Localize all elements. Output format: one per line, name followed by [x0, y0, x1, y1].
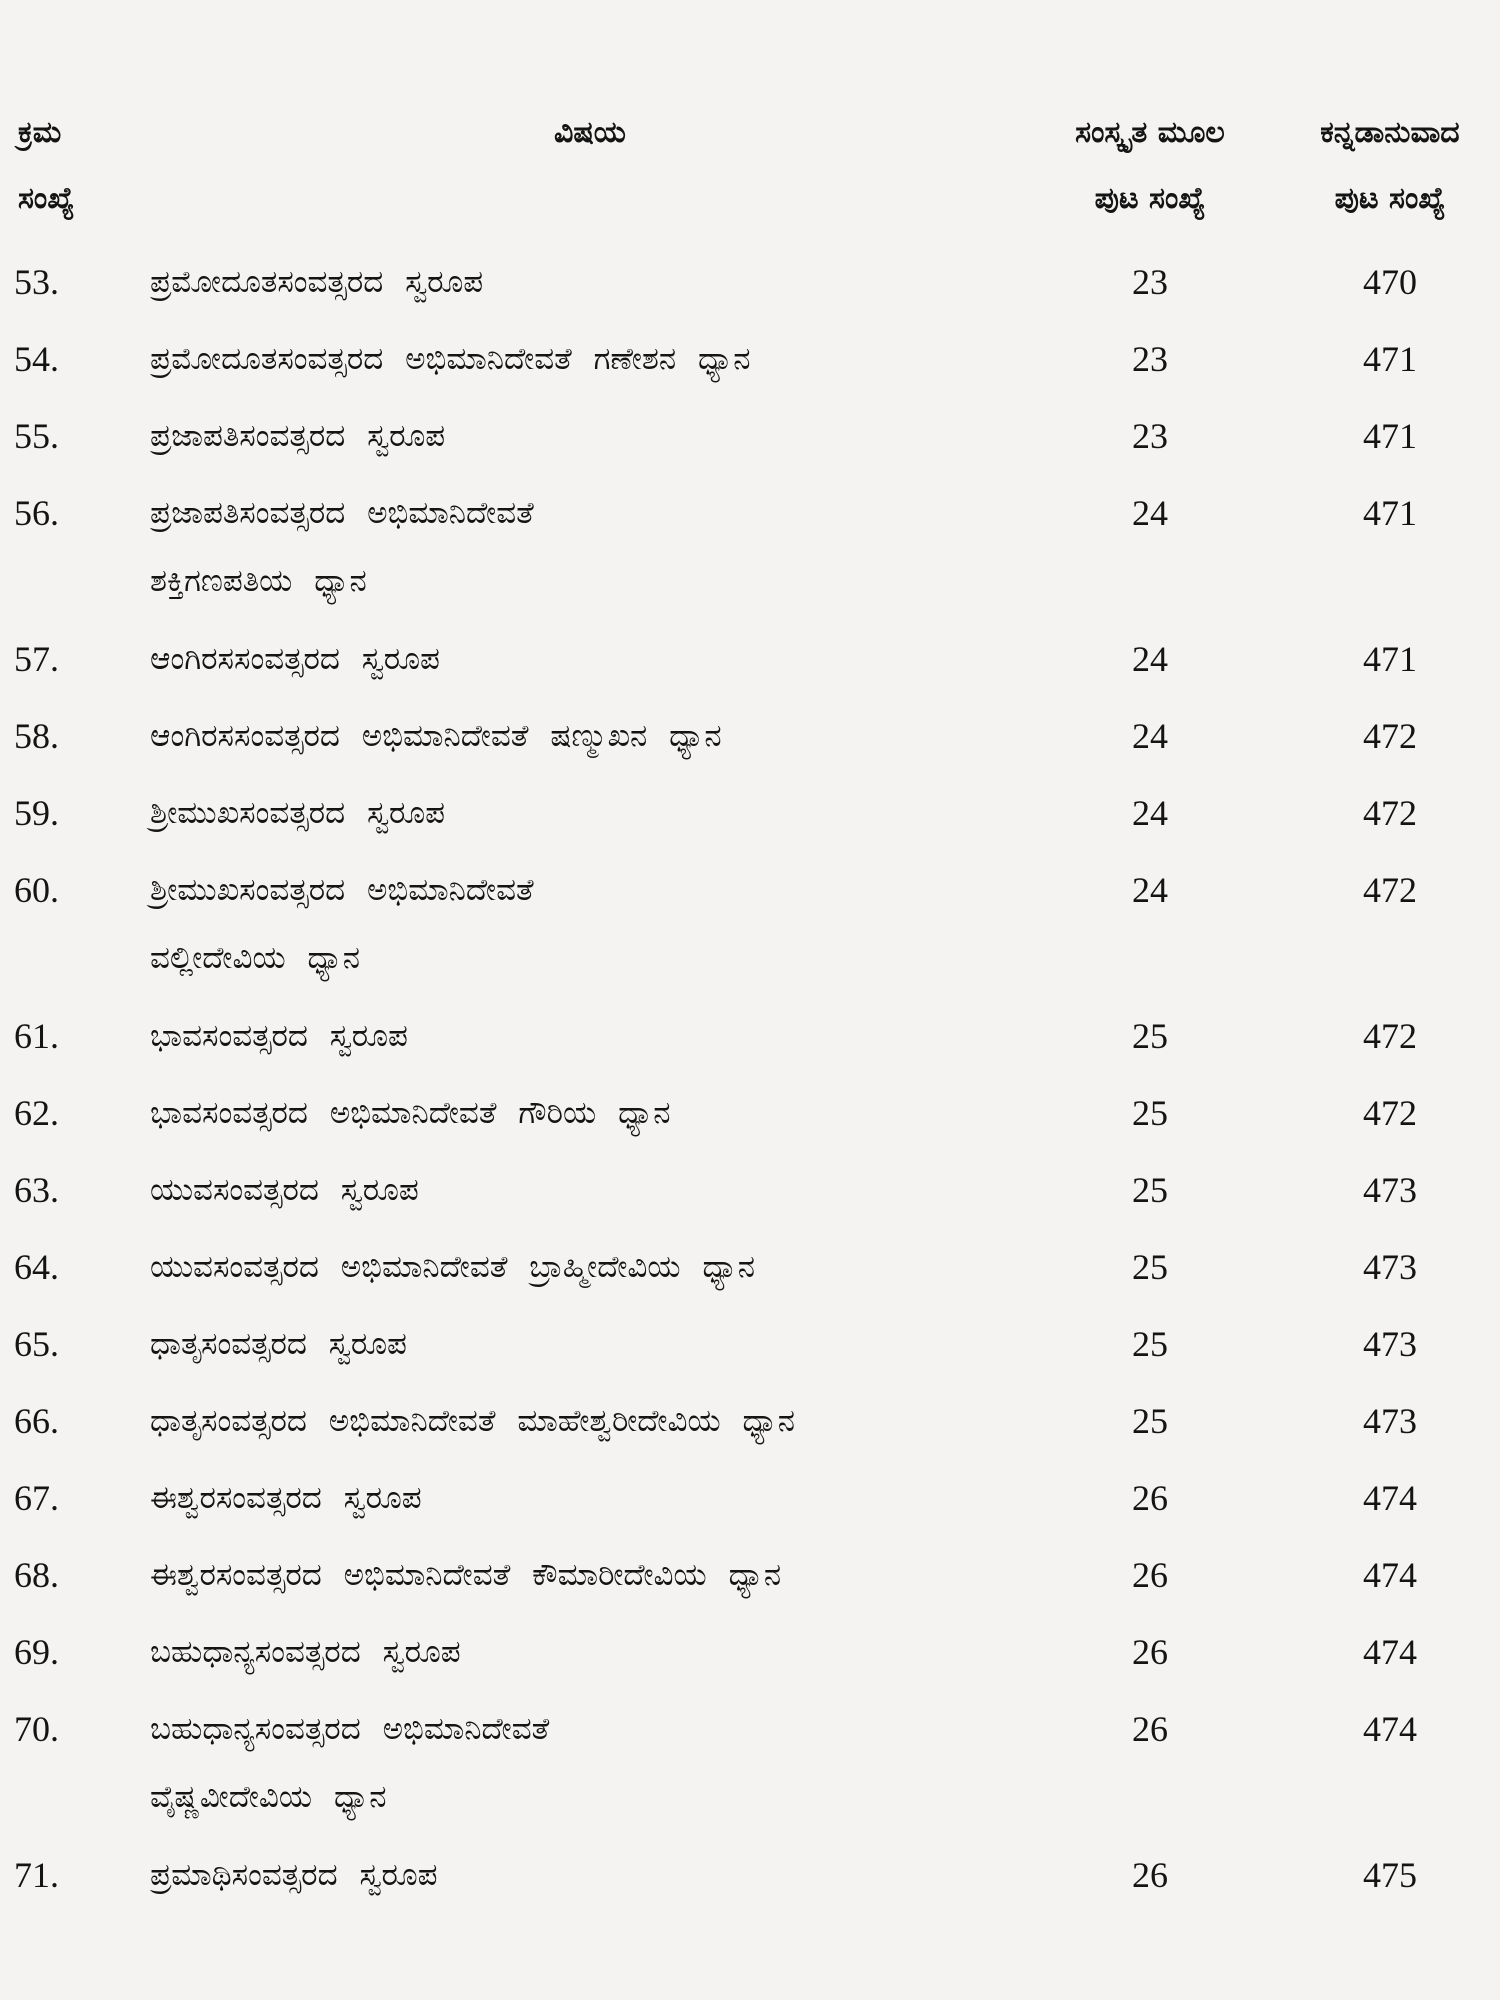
- sanskrit-page: 24: [1132, 870, 1168, 910]
- serial-number: 65.: [14, 1324, 59, 1364]
- table-row: [0, 1310, 1500, 1387]
- kannada-page: 473: [1363, 1324, 1417, 1364]
- kannada-page: 471: [1363, 339, 1417, 379]
- kannada-page: 473: [1363, 1401, 1417, 1441]
- kannada-page: 470: [1363, 262, 1417, 302]
- sanskrit-page: 24: [1132, 639, 1168, 679]
- table-row: [0, 1002, 1500, 1079]
- table-header: [0, 100, 1500, 240]
- subject-text: ಧಾತೃಸಂವತ್ಸರದ ಅಭಿಮಾನಿದೇವತೆ ಮಾಹೇಶ್ವರೀದೇವಿಯ ಧ್ಯಾನ: [150, 1403, 795, 1439]
- serial-number: 62.: [14, 1093, 59, 1133]
- serial-number: 56.: [14, 493, 59, 533]
- sanskrit-page: 25: [1132, 1247, 1168, 1287]
- table-row: [0, 1233, 1500, 1310]
- table-row: [0, 1695, 1500, 1841]
- kannada-page: 474: [1363, 1632, 1417, 1672]
- kannada-page: 473: [1363, 1170, 1417, 1210]
- serial-number: 55.: [14, 416, 59, 456]
- serial-number: 58.: [14, 716, 59, 756]
- table-row: [0, 625, 1500, 702]
- sanskrit-page: 24: [1132, 793, 1168, 833]
- sanskrit-page: 26: [1132, 1709, 1168, 1749]
- sanskrit-page: 26: [1132, 1478, 1168, 1518]
- subject-text: ಯುವಸಂವತ್ಸರದ ಅಭಿಮಾನಿದೇವತೆ ಬ್ರಾಹ್ಮೀದೇವಿಯ ಧ್ಯಾನ: [150, 1249, 755, 1285]
- kannada-page: 472: [1363, 870, 1417, 910]
- table-row: [0, 1079, 1500, 1156]
- kannada-page: 471: [1363, 639, 1417, 679]
- table-row: [0, 1618, 1500, 1695]
- kannada-page: 472: [1363, 1016, 1417, 1056]
- header-serial-line1: ಕ್ರಮ: [18, 115, 62, 150]
- table-body: [0, 248, 1500, 1918]
- header-kannada-line2: ಪುಟ ಸಂಖ್ಯೆ: [1334, 181, 1446, 216]
- table-row: [0, 1464, 1500, 1541]
- kannada-page: 475: [1363, 1855, 1417, 1895]
- sanskrit-page: 26: [1132, 1855, 1168, 1895]
- subject-text: ಪ್ರಮೋದೂತಸಂವತ್ಸರದ ಸ್ವರೂಪ: [150, 264, 484, 300]
- table-row: [0, 248, 1500, 325]
- sanskrit-page: 23: [1132, 416, 1168, 456]
- subject-text: ಈಶ್ವರಸಂವತ್ಸರದ ಸ್ವರೂಪ: [150, 1480, 422, 1516]
- serial-number: 66.: [14, 1401, 59, 1441]
- subject-text: ಈಶ್ವರಸಂವತ್ಸರದ ಅಭಿಮಾನಿದೇವತೆ ಕೌಮಾರೀದೇವಿಯ ಧ್ಯಾನ: [150, 1557, 782, 1593]
- serial-number: 69.: [14, 1632, 59, 1672]
- serial-number: 59.: [14, 793, 59, 833]
- subject-text: ಪ್ರಜಾಪತಿಸಂವತ್ಸರದ ಅಭಿಮಾನಿದೇವತೆ ಶಕ್ತಿಗಣಪತಿಯ ಧ್ಯಾನ: [150, 495, 534, 599]
- table-row: [0, 402, 1500, 479]
- sanskrit-page: 25: [1132, 1324, 1168, 1364]
- table-row: [0, 1156, 1500, 1233]
- sanskrit-page: 23: [1132, 262, 1168, 302]
- table-row: [0, 702, 1500, 779]
- subject-text: ಧಾತೃಸಂವತ್ಸರದ ಸ್ವರೂಪ: [150, 1326, 407, 1362]
- header-serial-line2: ಸಂಖ್ಯೆ: [18, 181, 75, 216]
- kannada-page: 474: [1363, 1555, 1417, 1595]
- kannada-page: 474: [1363, 1709, 1417, 1749]
- subject-text: ಆಂಗಿರಸಸಂವತ್ಸರದ ಸ್ವರೂಪ: [150, 641, 440, 677]
- kannada-page: 471: [1363, 416, 1417, 456]
- serial-number: 60.: [14, 870, 59, 910]
- kannada-page: 474: [1363, 1478, 1417, 1518]
- sanskrit-page: 26: [1132, 1555, 1168, 1595]
- table-row: [0, 325, 1500, 402]
- subject-text: ಬಹುಧಾನ್ಯಸಂವತ್ಸರದ ಅಭಿಮಾನಿದೇವತೆ ವೈಷ್ಣವೀದೇವಿಯ ಧ್ಯಾನ: [150, 1711, 550, 1815]
- header-sanskrit-line2: ಪುಟ ಸಂಖ್ಯೆ: [1094, 181, 1206, 216]
- serial-number: 67.: [14, 1478, 59, 1518]
- serial-number: 57.: [14, 639, 59, 679]
- serial-number: 54.: [14, 339, 59, 379]
- sanskrit-page: 25: [1132, 1170, 1168, 1210]
- header-kannada-line1: ಕನ್ನಡಾನುವಾದ: [1320, 115, 1460, 150]
- sanskrit-page: 25: [1132, 1093, 1168, 1133]
- subject-text: ಭಾವಸಂವತ್ಸರದ ಸ್ವರೂಪ: [150, 1018, 408, 1054]
- sanskrit-page: 25: [1132, 1401, 1168, 1441]
- subject-text: ಪ್ರಮೋದೂತಸಂವತ್ಸರದ ಅಭಿಮಾನಿದೇವತೆ ಗಣೇಶನ ಧ್ಯಾನ: [150, 341, 751, 377]
- subject-text: ಪ್ರಜಾಪತಿಸಂವತ್ಸರದ ಸ್ವರೂಪ: [150, 418, 446, 454]
- table-row: [0, 479, 1500, 625]
- subject-text: ಶ್ರೀಮುಖಸಂವತ್ಸರದ ಸ್ವರೂಪ: [150, 795, 446, 831]
- sanskrit-page: 24: [1132, 716, 1168, 756]
- serial-number: 61.: [14, 1016, 59, 1056]
- serial-number: 63.: [14, 1170, 59, 1210]
- table-row: [0, 1541, 1500, 1618]
- kannada-page: 472: [1363, 793, 1417, 833]
- subject-text: ಶ್ರೀಮುಖಸಂವತ್ಸರದ ಅಭಿಮಾನಿದೇವತೆ ವಲ್ಲೀದೇವಿಯ ಧ್ಯಾನ: [150, 872, 534, 976]
- subject-text: ಬಹುಧಾನ್ಯಸಂವತ್ಸರದ ಸ್ವರೂಪ: [150, 1634, 461, 1670]
- sanskrit-page: 25: [1132, 1016, 1168, 1056]
- table-row: [0, 1387, 1500, 1464]
- subject-text: ಭಾವಸಂವತ್ಸರದ ಅಭಿಮಾನಿದೇವತೆ ಗೌರಿಯ ಧ್ಯಾನ: [150, 1095, 671, 1131]
- serial-number: 64.: [14, 1247, 59, 1287]
- serial-number: 68.: [14, 1555, 59, 1595]
- kannada-page: 472: [1363, 1093, 1417, 1133]
- serial-number: 70.: [14, 1709, 59, 1749]
- kannada-page: 471: [1363, 493, 1417, 533]
- sanskrit-page: 23: [1132, 339, 1168, 379]
- sanskrit-page: 24: [1132, 493, 1168, 533]
- kannada-page: 472: [1363, 716, 1417, 756]
- table-row: [0, 1841, 1500, 1918]
- subject-text: ಯುವಸಂವತ್ಸರದ ಸ್ವರೂಪ: [150, 1172, 419, 1208]
- serial-number: 53.: [14, 262, 59, 302]
- sanskrit-page: 26: [1132, 1632, 1168, 1672]
- subject-text: ಆಂಗಿರಸಸಂವತ್ಸರದ ಅಭಿಮಾನಿದೇವತೆ ಷಣ್ಮುಖನ ಧ್ಯಾನ: [150, 718, 722, 754]
- header-sanskrit-line1: ಸಂಸ್ಕೃತ ಮೂಲ: [1075, 115, 1225, 150]
- header-subject: ವಿಷಯ: [554, 115, 626, 150]
- serial-number: 71.: [14, 1855, 59, 1895]
- subject-text: ಪ್ರಮಾಥಿಸಂವತ್ಸರದ ಸ್ವರೂಪ: [150, 1857, 438, 1893]
- kannada-page: 473: [1363, 1247, 1417, 1287]
- table-row: [0, 779, 1500, 856]
- table-row: [0, 856, 1500, 1002]
